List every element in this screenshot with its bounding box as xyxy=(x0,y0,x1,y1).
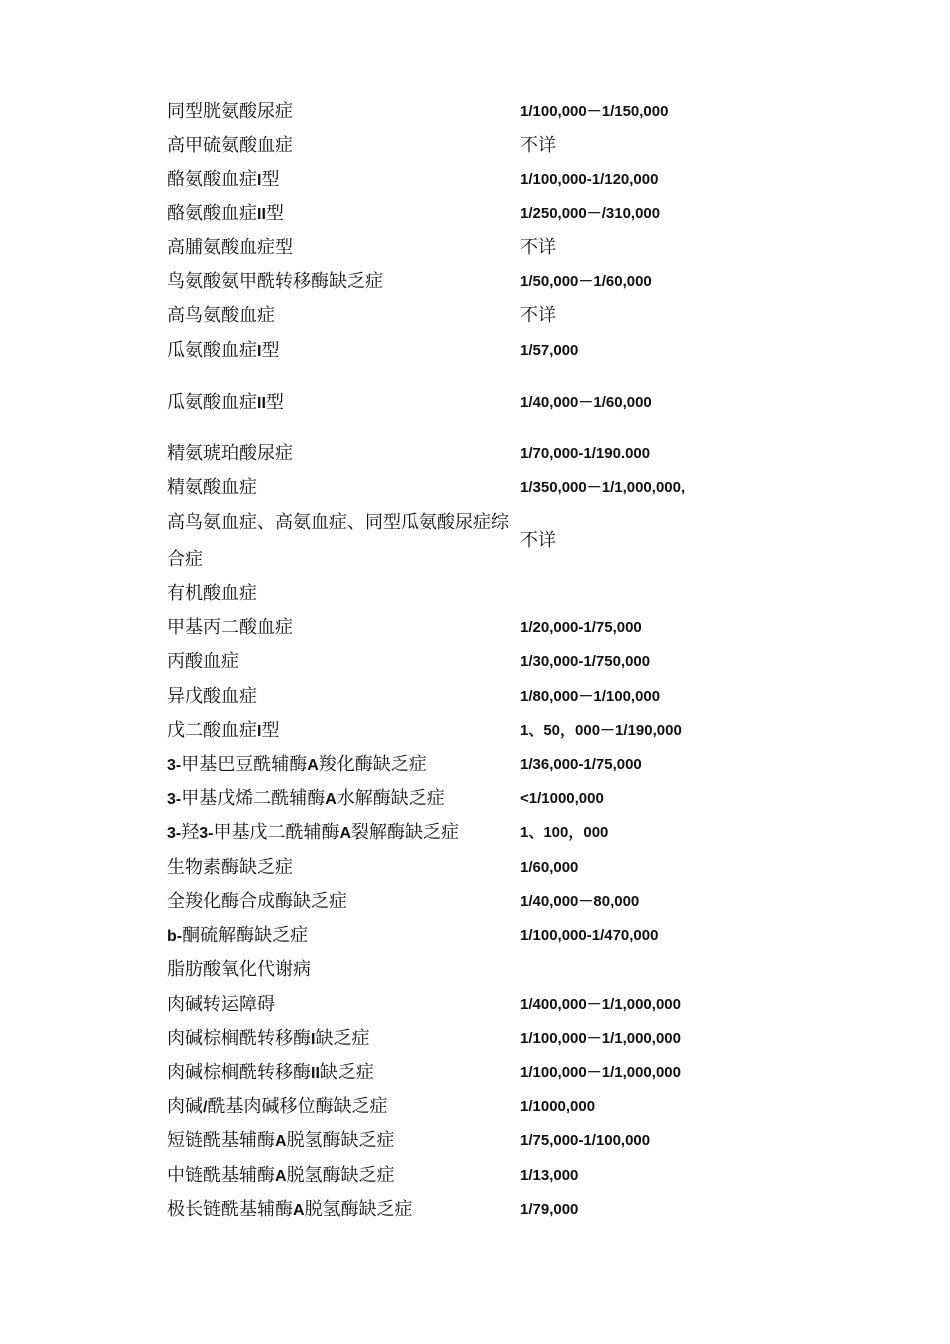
disease-name: 全羧化酶合成酶缺乏症 xyxy=(167,891,347,912)
section-heading: 脂肪酸氧化代谢病 xyxy=(167,959,311,980)
incidence-value: 1/30,000-1/750,000 xyxy=(520,653,651,670)
disease-name: 中链酰基辅酶A脱氢酶缺乏症 xyxy=(167,1165,395,1186)
disease-name: 鸟氨酸氨甲酰转移酶缺乏症 xyxy=(167,271,383,292)
incidence-value: 1/400,000－1/1,000,000 xyxy=(520,996,681,1013)
disease-name: 极长链酰基辅酶A脱氢酶缺乏症 xyxy=(167,1199,413,1220)
disease-name: 肉碱/酰基肉碱移位酶缺乏症 xyxy=(167,1096,388,1117)
incidence-value: 1、100，000 xyxy=(520,824,609,841)
incidence-value: 1/40,000－80,000 xyxy=(520,893,640,910)
incidence-value: 1/60,000 xyxy=(520,859,579,876)
disease-name: 精氨酸血症 xyxy=(167,477,257,498)
disease-name: 精氨琥珀酸尿症 xyxy=(167,443,293,464)
disease-name: 3-羟3-甲基戊二酰辅酶A裂解酶缺乏症 xyxy=(167,822,460,843)
incidence-value: <1/1000,000 xyxy=(520,790,604,807)
incidence-value: 1/100,000－1/1,000,000 xyxy=(520,1064,681,1081)
disease-name: 短链酰基辅酶A脱氢酶缺乏症 xyxy=(167,1130,395,1151)
disease-name: 酪氨酸血症I型 xyxy=(167,169,280,190)
disease-name: 肉碱棕榈酰转移酶II缺乏症 xyxy=(167,1062,374,1083)
disease-name: 生物素酶缺乏症 xyxy=(167,857,293,878)
incidence-value: 1/1000,000 xyxy=(520,1098,596,1115)
section-heading: 有机酸血症 xyxy=(167,583,257,604)
incidence-value: 1/70,000-1/190.000 xyxy=(520,445,651,462)
disease-name: b-酮硫解酶缺乏症 xyxy=(167,925,309,946)
incidence-value: 1/57,000 xyxy=(520,342,579,359)
incidence-value: 1/100,000-1/470,000 xyxy=(520,927,659,944)
disease-name: 瓜氨酸血症I型 xyxy=(167,340,280,361)
incidence-value: 1/250,000－/310,000 xyxy=(520,205,661,222)
incidence-value: 1/75,000-1/100,000 xyxy=(520,1132,651,1149)
disease-name: 戊二酸血症I型 xyxy=(167,720,280,741)
incidence-value: 不详 xyxy=(520,530,556,551)
incidence-value: 不详 xyxy=(520,135,556,156)
disease-name: 高鸟氨酸血症 xyxy=(167,305,275,326)
incidence-value: 1/80,000－1/100,000 xyxy=(520,688,661,705)
disease-name: 高脯氨酸血症型 xyxy=(167,237,293,258)
disease-name: 高甲硫氨酸血症 xyxy=(167,135,293,156)
disease-name: 瓜氨酸血症II型 xyxy=(167,392,284,413)
disease-name: 高鸟氨血症、高氨血症、同型瓜氨酸尿症综合症 xyxy=(167,512,509,570)
incidence-value: 不详 xyxy=(520,305,556,326)
incidence-value: 1/100,000－1/1,000,000 xyxy=(520,1030,681,1047)
disease-name: 肉碱棕榈酰转移酶I缺乏症 xyxy=(167,1028,370,1049)
incidence-value: 1/36,000-1/75,000 xyxy=(520,756,642,773)
incidence-value: 1/40,000－1/60,000 xyxy=(520,394,652,411)
incidence-value: 1/100,000－1/150,000 xyxy=(520,103,669,120)
incidence-value: 1/79,000 xyxy=(520,1201,579,1218)
disease-name: 3-甲基戊烯二酰辅酶A水解酶缺乏症 xyxy=(167,788,445,809)
disease-name: 异戊酸血症 xyxy=(167,686,257,707)
disease-name: 同型胱氨酸尿症 xyxy=(167,101,293,122)
disease-name: 丙酸血症 xyxy=(167,651,239,672)
incidence-value: 1/350,000－1/1,000,000, xyxy=(520,479,686,496)
incidence-value: 1/13,000 xyxy=(520,1167,579,1184)
disease-name: 甲基丙二酸血症 xyxy=(167,617,293,638)
incidence-value: 1、50，000－1/190,000 xyxy=(520,722,682,739)
incidence-value: 不详 xyxy=(520,237,556,258)
disease-name: 3-甲基巴豆酰辅酶A羧化酶缺乏症 xyxy=(167,754,427,775)
incidence-value: 1/20,000-1/75,000 xyxy=(520,619,642,636)
incidence-value: 1/100,000-1/120,000 xyxy=(520,171,659,188)
disease-name: 酪氨酸血症II型 xyxy=(167,203,284,224)
disease-name: 肉碱转运障碍 xyxy=(167,994,275,1015)
incidence-value: 1/50,000－1/60,000 xyxy=(520,273,652,290)
